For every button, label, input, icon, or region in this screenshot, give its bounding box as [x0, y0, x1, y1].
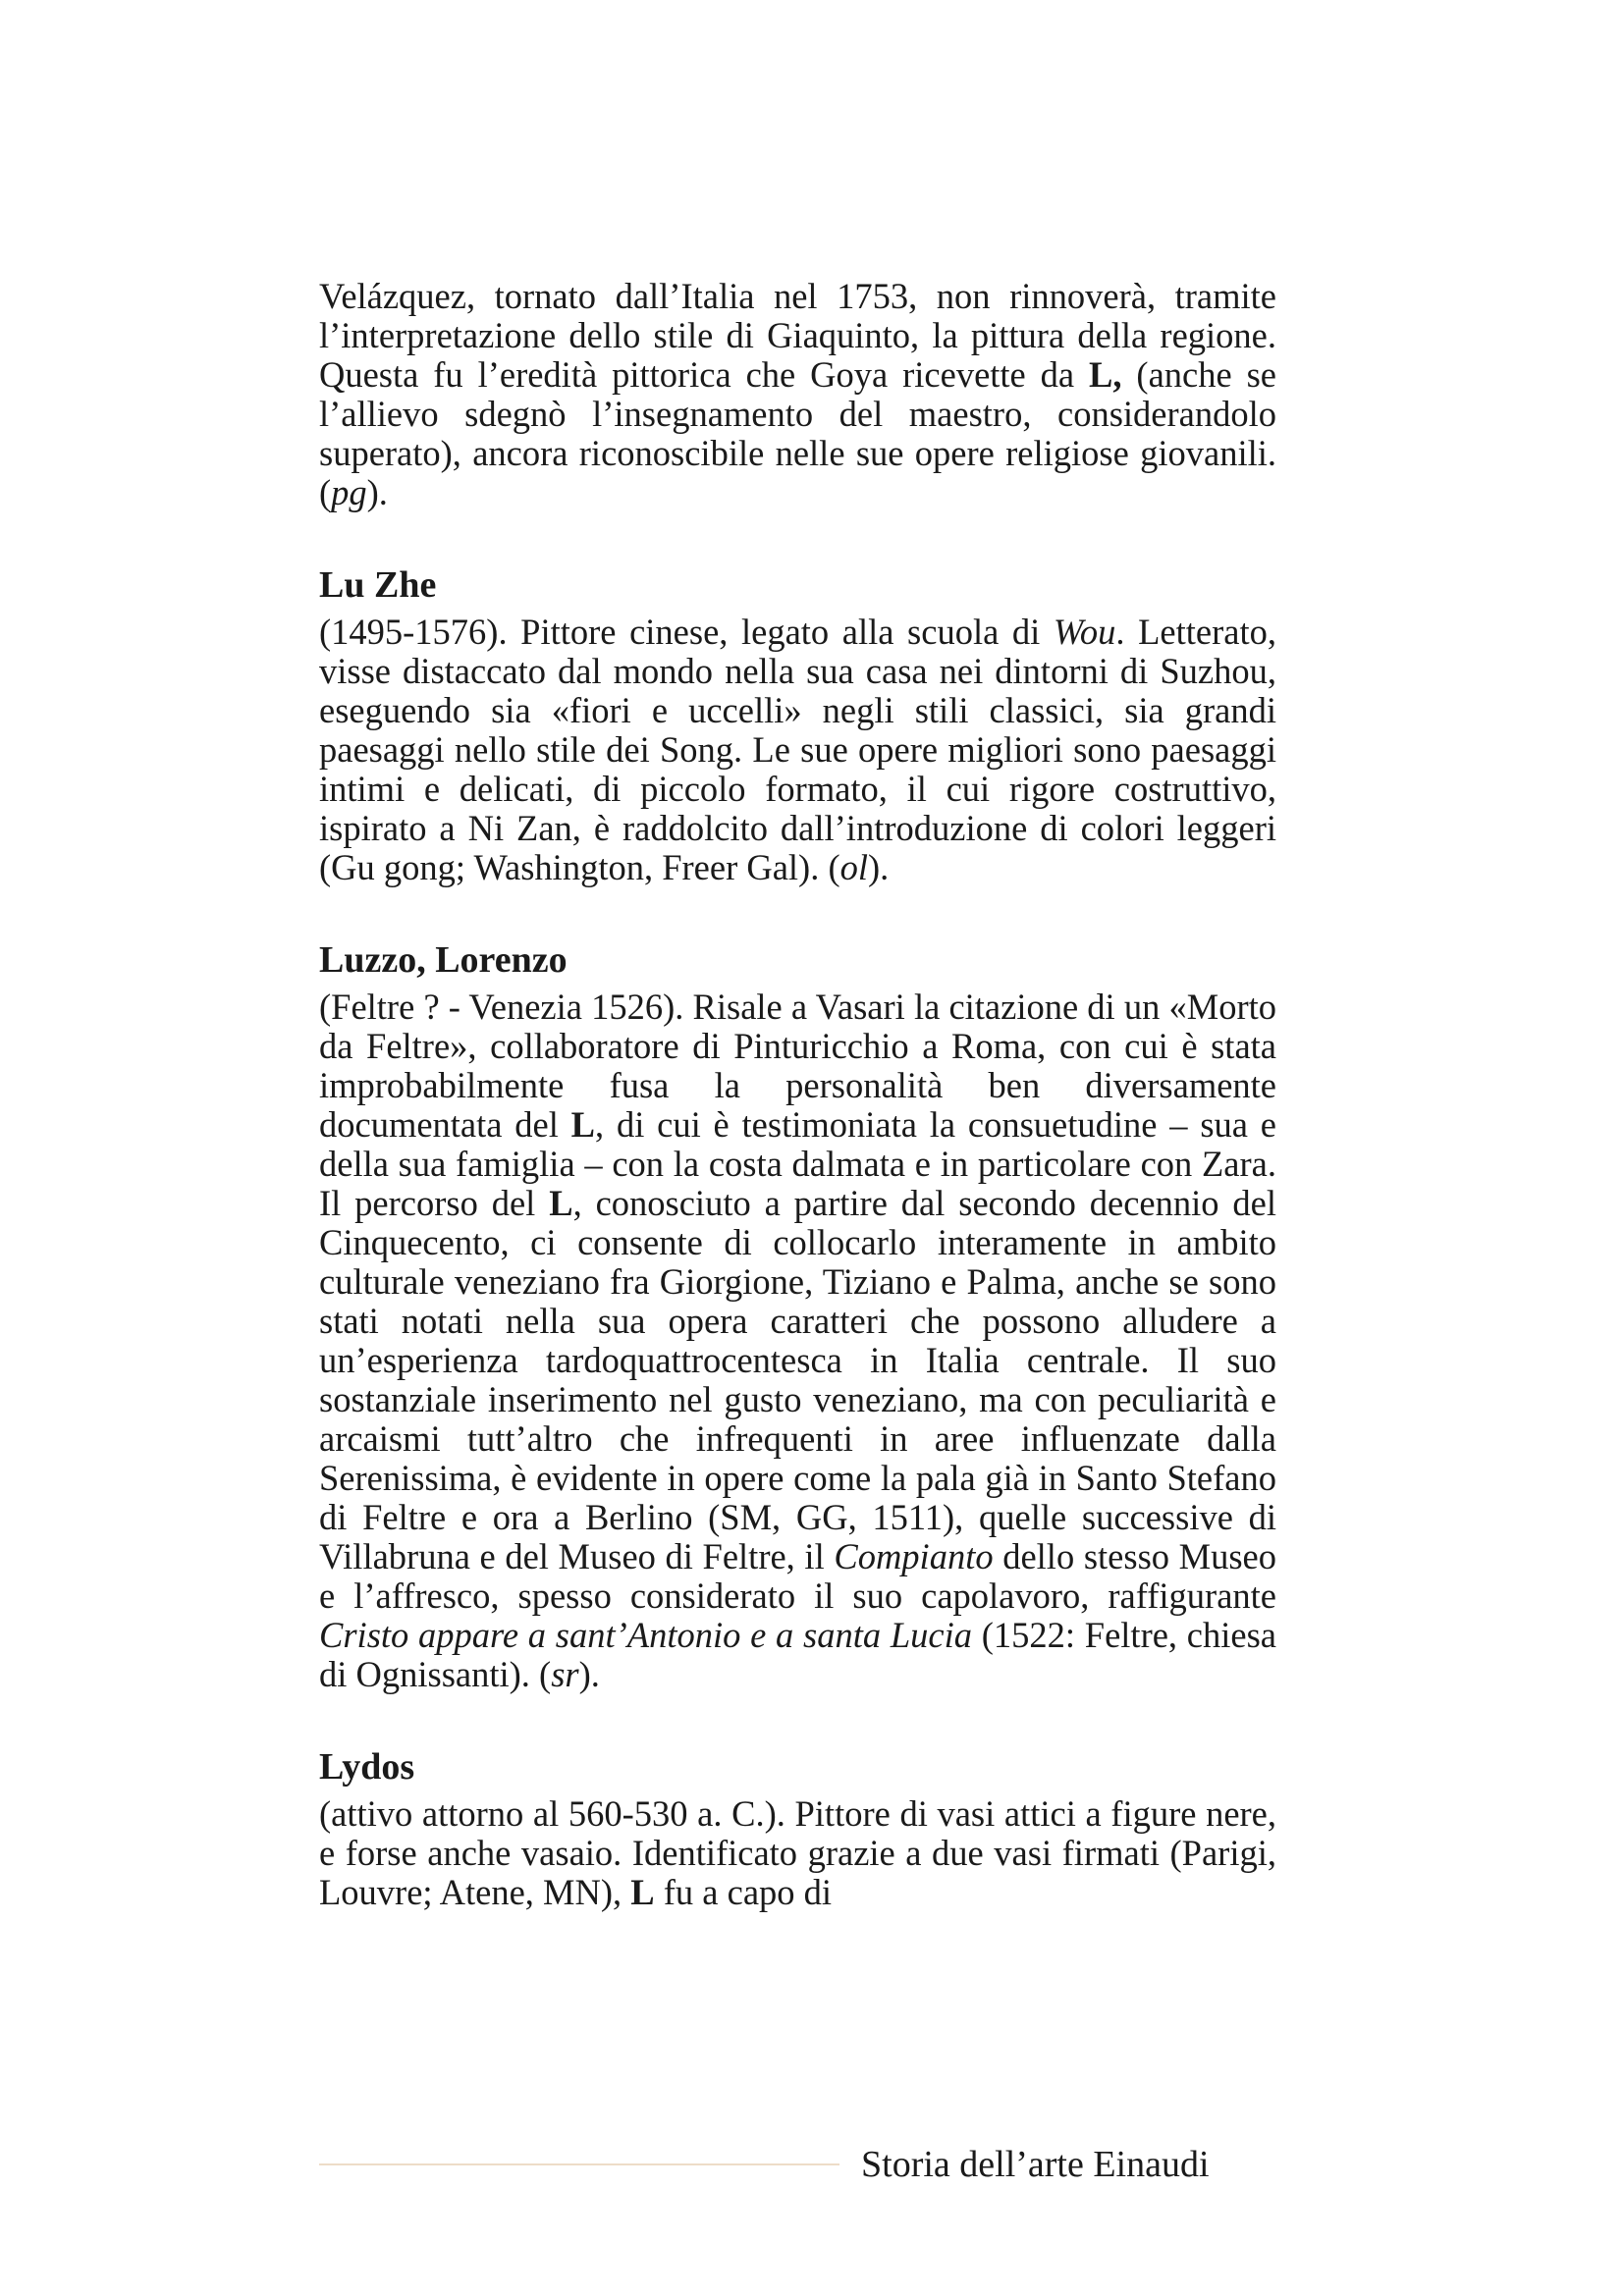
- continuation-paragraph: Velázquez, tornato dall’Italia nel 1753, non rinnoverà, tramite l’interpretazione dello stile di Giaquinto, la pittura della regione. Questa fu l’eredità pittorica che Goya ricevette da L, (anche se l’allievo sdegnò l’insegnamento del maestro, considerandolo superato), ancora riconoscibile nelle sue opere religiose giovanili. (pg).: [319, 276, 1276, 512]
- author-initials: ol: [839, 847, 869, 887]
- page-footer: [319, 2140, 1276, 2189]
- entry-lu-zhe: [319, 561, 1276, 887]
- entry-text: (attivo attorno al 560-530 a. C.). Pittore di vasi attici a figure nere, e forse anche vasaio. Identificato grazie a due vasi firmati (Parigi, Louvre; Atene, MN), L fu a capo di: [319, 1793, 1276, 1912]
- entry-title: Lydos: [319, 1746, 415, 1788]
- footer-title: Storia dell’arte Einaudi: [861, 2144, 1210, 2185]
- entry-text: (1495-1576). Pittore cinese, legato alla scuola di Wou. Letterato, visse distaccato dal mondo nella sua casa nei dintorni di Suzhou, eseguendo sia «fiori e uccelli» negli stili classici, sia grandi paesaggi nello stile dei Song. Le sue opere migliori sono paesaggi intimi e delicati, di piccolo formato, il cui rigore costruttivo, ispirato a Ni Zan, è raddolcito dall’introduzione di colori leggeri (Gu gong; Washington, Freer Gal). (ol).: [319, 612, 1276, 887]
- entry-abbrev: L: [630, 1872, 655, 1912]
- entry-title: Luzzo, Lorenzo: [319, 939, 568, 981]
- entry-abbrev: L,: [1089, 354, 1122, 395]
- page-body: [319, 277, 1276, 1912]
- entry-abbrev: L: [570, 1104, 596, 1145]
- author-initials: pg: [331, 472, 367, 512]
- entry-abbrev: L: [549, 1183, 573, 1223]
- entry-title: Lu Zhe: [319, 564, 437, 606]
- author-initials: sr: [551, 1654, 579, 1694]
- entry-text: (Feltre ? - Venezia 1526). Risale a Vasari la citazione di un «Morto da Feltre», collaboratore di Pinturicchio a Roma, con cui è stata improbabilmente fusa la personalità ben diversamente documentata del L, di cui è testimoniata la consuetudine – sua e della sua famiglia – con la costa dalmata e in particolare con Zara. Il percorso del L, conosciuto a partire dal secondo decennio del Cinquecento, ci consente di collocarlo interamente in ambito culturale veneziano fra Giorgione, Tiziano e Palma, anche se sono stati notati nella sua opera caratteri che possono alludere a un’esperienza tardoquattrocentesca in Italia centrale. Il suo sostanziale inserimento nel gusto veneziano, ma con peculiarità e arcaismi tutt’altro che infrequenti in aree influenzate dalla Serenissima, è evidente in opere come la pala già in Santo Stefano di Feltre e ora a Berlino (SM, GG, 1511), quelle successive di Villabruna e del Museo di Feltre, il Compianto dello stesso Museo e l’affresco, spesso considerato il suo capolavoro, raffigurante Cristo appare a sant’Antonio e a santa Lucia (1522: Feltre, chiesa di Ognissanti). (sr).: [319, 987, 1277, 1694]
- footer-rule: [319, 2163, 839, 2165]
- entry-lydos: [319, 1743, 1276, 1912]
- entry-luzzo-lorenzo: [319, 936, 1276, 1694]
